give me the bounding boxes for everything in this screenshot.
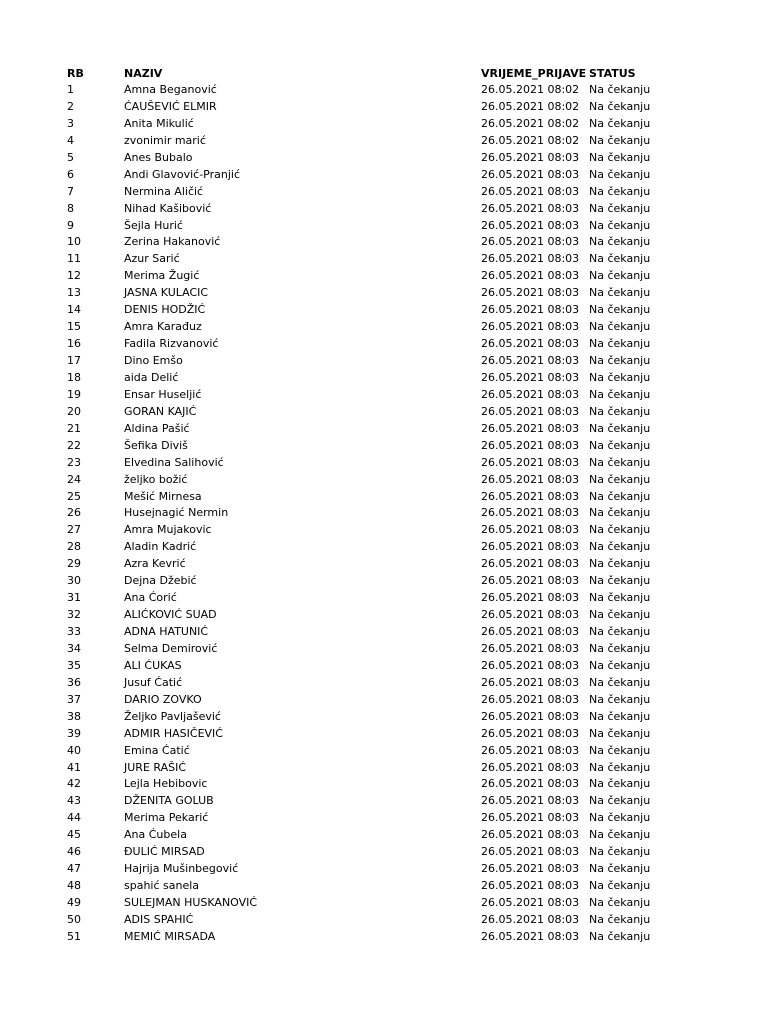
row-naziv: Emina Ćatić bbox=[124, 743, 190, 757]
row-number: 42 bbox=[67, 777, 81, 791]
row-naziv: JASNA KULACIC bbox=[124, 286, 209, 300]
row-status: Na čekanju bbox=[589, 370, 651, 384]
row-naziv: Mešić Mirnesa bbox=[124, 489, 202, 503]
table-row bbox=[0, 472, 768, 489]
row-status: Na čekanju bbox=[589, 133, 651, 147]
row-vrijeme-prijave: 26.05.2021 08:03 bbox=[481, 201, 580, 215]
row-number: 41 bbox=[67, 760, 81, 774]
row-vrijeme-prijave: 26.05.2021 08:03 bbox=[481, 726, 580, 740]
table-row bbox=[0, 912, 768, 929]
row-number: 6 bbox=[67, 167, 74, 181]
row-vrijeme-prijave: 26.05.2021 08:03 bbox=[481, 557, 580, 571]
row-naziv: Nihad Kašibović bbox=[124, 201, 212, 215]
row-vrijeme-prijave: 26.05.2021 08:03 bbox=[481, 455, 580, 469]
row-status: Na čekanju bbox=[589, 726, 651, 740]
row-status: Na čekanju bbox=[589, 218, 651, 232]
row-vrijeme-prijave: 26.05.2021 08:03 bbox=[481, 675, 580, 689]
row-vrijeme-prijave: 26.05.2021 08:03 bbox=[481, 591, 580, 605]
row-number: 9 bbox=[67, 218, 74, 232]
row-vrijeme-prijave: 26.05.2021 08:03 bbox=[481, 489, 580, 503]
table-row bbox=[0, 99, 768, 116]
table-row bbox=[0, 336, 768, 353]
row-vrijeme-prijave: 26.05.2021 08:03 bbox=[481, 896, 580, 909]
row-naziv: Ana Ćorić bbox=[124, 591, 177, 605]
row-vrijeme-prijave: 26.05.2021 08:03 bbox=[481, 387, 580, 401]
row-status: Na čekanju bbox=[589, 438, 651, 452]
row-status: Na čekanju bbox=[589, 760, 651, 774]
row-number: 26 bbox=[67, 506, 81, 520]
row-number: 34 bbox=[67, 641, 81, 655]
table-row bbox=[0, 675, 768, 692]
row-status: Na čekanju bbox=[589, 506, 651, 520]
row-status: Na čekanju bbox=[589, 404, 651, 418]
row-vrijeme-prijave: 26.05.2021 08:03 bbox=[481, 150, 580, 164]
table-row bbox=[0, 167, 768, 184]
row-status: Na čekanju bbox=[589, 337, 651, 351]
row-naziv: Šefika Diviš bbox=[124, 438, 188, 452]
row-number: 40 bbox=[67, 743, 81, 757]
row-vrijeme-prijave: 26.05.2021 08:03 bbox=[481, 692, 580, 706]
table-row bbox=[0, 218, 768, 235]
row-number: 46 bbox=[67, 845, 81, 859]
row-number: 50 bbox=[67, 912, 81, 926]
row-naziv: Fadila Rizvanović bbox=[124, 337, 219, 351]
row-naziv: Andi Glavović-Pranjić bbox=[124, 167, 241, 181]
row-status: Na čekanju bbox=[589, 608, 651, 622]
row-naziv: JURE RAŠIĆ bbox=[124, 760, 187, 774]
table-row bbox=[0, 370, 768, 387]
row-number: 15 bbox=[67, 320, 81, 334]
row-number: 28 bbox=[67, 540, 81, 554]
row-number: 51 bbox=[67, 929, 81, 943]
row-number: 4 bbox=[67, 133, 74, 147]
row-vrijeme-prijave: 26.05.2021 08:02 bbox=[481, 133, 580, 147]
row-status: Na čekanju bbox=[589, 286, 651, 300]
row-status: Na čekanju bbox=[589, 83, 651, 96]
row-number: 2 bbox=[67, 99, 74, 113]
row-number: 27 bbox=[67, 523, 81, 537]
row-status: Na čekanju bbox=[589, 184, 651, 198]
row-vrijeme-prijave: 26.05.2021 08:03 bbox=[481, 337, 580, 351]
table-row bbox=[0, 607, 768, 624]
row-vrijeme-prijave: 26.05.2021 08:02 bbox=[481, 99, 580, 113]
row-vrijeme-prijave: 26.05.2021 08:03 bbox=[481, 879, 580, 893]
row-status: Na čekanju bbox=[589, 455, 651, 469]
row-naziv: SULEJMAN HUSKANOVIĆ bbox=[124, 896, 258, 909]
row-number: 30 bbox=[67, 574, 81, 588]
row-vrijeme-prijave: 26.05.2021 08:03 bbox=[481, 540, 580, 554]
row-naziv: MEMIĆ MIRSADA bbox=[124, 929, 216, 943]
row-status: Na čekanju bbox=[589, 896, 651, 909]
row-number: 3 bbox=[67, 116, 74, 130]
row-vrijeme-prijave: 26.05.2021 08:03 bbox=[481, 235, 580, 249]
table-row bbox=[0, 201, 768, 218]
row-number: 43 bbox=[67, 794, 81, 808]
row-number: 20 bbox=[67, 404, 81, 418]
row-vrijeme-prijave: 26.05.2021 08:03 bbox=[481, 929, 580, 943]
row-vrijeme-prijave: 26.05.2021 08:03 bbox=[481, 794, 580, 808]
row-number: 22 bbox=[67, 438, 81, 452]
row-number: 13 bbox=[67, 286, 81, 300]
row-number: 14 bbox=[67, 303, 81, 317]
row-number: 8 bbox=[67, 201, 74, 215]
row-status: Na čekanju bbox=[589, 574, 651, 588]
row-number: 12 bbox=[67, 269, 81, 283]
row-naziv: Selma Demirović bbox=[124, 641, 218, 655]
row-status: Na čekanju bbox=[589, 709, 651, 723]
row-number: 17 bbox=[67, 354, 81, 367]
row-status: Na čekanju bbox=[589, 625, 651, 638]
table-row bbox=[0, 184, 768, 201]
row-number: 19 bbox=[67, 387, 81, 401]
row-vrijeme-prijave: 26.05.2021 08:03 bbox=[481, 523, 580, 537]
row-status: Na čekanju bbox=[589, 828, 651, 842]
table-row bbox=[0, 539, 768, 556]
row-status: Na čekanju bbox=[589, 421, 651, 435]
row-number: 33 bbox=[67, 625, 81, 638]
table-row bbox=[0, 573, 768, 590]
table-row bbox=[0, 285, 768, 302]
row-naziv: Zerina Hakanović bbox=[124, 235, 221, 249]
table-row bbox=[0, 116, 768, 133]
row-naziv: Amna Beganović bbox=[124, 83, 217, 96]
row-status: Na čekanju bbox=[589, 811, 651, 825]
row-vrijeme-prijave: 26.05.2021 08:03 bbox=[481, 777, 580, 791]
table-row bbox=[0, 556, 768, 573]
row-status: Na čekanju bbox=[589, 252, 651, 266]
row-number: 1 bbox=[67, 83, 74, 96]
row-status: Na čekanju bbox=[589, 354, 651, 367]
row-naziv: Nermina Aličić bbox=[124, 184, 204, 198]
row-number: 49 bbox=[67, 896, 81, 909]
row-vrijeme-prijave: 26.05.2021 08:03 bbox=[481, 574, 580, 588]
table-row bbox=[0, 590, 768, 607]
row-naziv: Šejla Hurić bbox=[124, 218, 183, 232]
table-row bbox=[0, 150, 768, 167]
row-vrijeme-prijave: 26.05.2021 08:03 bbox=[481, 184, 580, 198]
row-number: 16 bbox=[67, 337, 81, 351]
row-vrijeme-prijave: 26.05.2021 08:03 bbox=[481, 354, 580, 367]
row-number: 36 bbox=[67, 675, 81, 689]
row-number: 31 bbox=[67, 591, 81, 605]
row-naziv: ADNA HATUNIĆ bbox=[124, 625, 209, 638]
row-status: Na čekanju bbox=[589, 167, 651, 181]
table-row bbox=[0, 895, 768, 912]
row-naziv: Anes Bubalo bbox=[124, 150, 193, 164]
table-row bbox=[0, 353, 768, 370]
row-status: Na čekanju bbox=[589, 235, 651, 249]
table-row bbox=[0, 709, 768, 726]
row-vrijeme-prijave: 26.05.2021 08:02 bbox=[481, 83, 580, 96]
table-row bbox=[0, 455, 768, 472]
table-row bbox=[0, 268, 768, 285]
row-naziv: ADMIR HASIČEVIĆ bbox=[124, 726, 223, 740]
row-number: 29 bbox=[67, 557, 81, 571]
row-naziv: Anita Mikulić bbox=[124, 116, 194, 130]
table-row bbox=[0, 489, 768, 506]
row-status: Na čekanju bbox=[589, 777, 651, 791]
table-row bbox=[0, 319, 768, 336]
row-number: 47 bbox=[67, 862, 81, 876]
row-number: 11 bbox=[67, 252, 81, 266]
row-status: Na čekanju bbox=[589, 201, 651, 215]
row-status: Na čekanju bbox=[589, 692, 651, 706]
row-status: Na čekanju bbox=[589, 387, 651, 401]
row-number: 35 bbox=[67, 658, 81, 672]
row-naziv: Husejnagić Nermin bbox=[124, 506, 229, 520]
row-status: Na čekanju bbox=[589, 591, 651, 605]
row-naziv: DŽENITA GOLUB bbox=[124, 794, 214, 808]
row-status: Na čekanju bbox=[589, 150, 651, 164]
row-number: 18 bbox=[67, 370, 81, 384]
row-naziv: ALI ĆUKAS bbox=[124, 658, 182, 672]
row-status: Na čekanju bbox=[589, 116, 651, 130]
row-vrijeme-prijave: 26.05.2021 08:03 bbox=[481, 286, 580, 300]
row-naziv: Elvedina Salihović bbox=[124, 455, 224, 469]
row-vrijeme-prijave: 26.05.2021 08:03 bbox=[481, 608, 580, 622]
row-naziv: ĆAUŠEVIĆ ELMIR bbox=[124, 99, 217, 113]
row-vrijeme-prijave: 26.05.2021 08:03 bbox=[481, 912, 580, 926]
table-row bbox=[0, 861, 768, 878]
row-vrijeme-prijave: 26.05.2021 08:03 bbox=[481, 828, 580, 842]
table-row bbox=[0, 302, 768, 319]
row-vrijeme-prijave: 26.05.2021 08:03 bbox=[481, 845, 580, 859]
row-naziv: Jusuf Ćatić bbox=[124, 675, 183, 689]
table-row bbox=[0, 827, 768, 844]
row-number: 23 bbox=[67, 455, 81, 469]
table-row bbox=[0, 793, 768, 810]
row-naziv: Dejna Džebić bbox=[124, 574, 197, 588]
row-status: Na čekanju bbox=[589, 912, 651, 926]
row-naziv: Merima Žugić bbox=[124, 269, 200, 283]
row-number: 32 bbox=[67, 608, 81, 622]
row-vrijeme-prijave: 26.05.2021 08:03 bbox=[481, 320, 580, 334]
row-status: Na čekanju bbox=[589, 743, 651, 757]
row-number: 7 bbox=[67, 184, 74, 198]
table-row bbox=[0, 438, 768, 455]
row-number: 38 bbox=[67, 709, 81, 723]
row-status: Na čekanju bbox=[589, 557, 651, 571]
row-naziv: Amra Mujakovic bbox=[124, 523, 212, 537]
table-row bbox=[0, 133, 768, 150]
table-row bbox=[0, 251, 768, 268]
row-vrijeme-prijave: 26.05.2021 08:03 bbox=[481, 658, 580, 672]
table-row bbox=[0, 421, 768, 438]
row-vrijeme-prijave: 26.05.2021 08:03 bbox=[481, 252, 580, 266]
row-status: Na čekanju bbox=[589, 879, 651, 893]
row-vrijeme-prijave: 26.05.2021 08:03 bbox=[481, 709, 580, 723]
registration-table bbox=[0, 65, 768, 946]
row-naziv: željko božić bbox=[124, 472, 188, 486]
row-naziv: Lejla Hebibovic bbox=[124, 777, 208, 791]
header-naziv: NAZIV bbox=[124, 67, 163, 80]
header-rb: RB bbox=[67, 67, 84, 80]
row-vrijeme-prijave: 26.05.2021 08:03 bbox=[481, 625, 580, 638]
row-number: 39 bbox=[67, 726, 81, 740]
row-naziv: zvonimir marić bbox=[124, 133, 206, 147]
row-vrijeme-prijave: 26.05.2021 08:02 bbox=[481, 116, 580, 130]
row-naziv: ADIS SPAHIĆ bbox=[124, 912, 194, 926]
row-status: Na čekanju bbox=[589, 675, 651, 689]
row-naziv: Aladin Kadrić bbox=[124, 540, 197, 554]
row-vrijeme-prijave: 26.05.2021 08:03 bbox=[481, 421, 580, 435]
row-number: 44 bbox=[67, 811, 81, 825]
row-number: 37 bbox=[67, 692, 81, 706]
table-row bbox=[0, 404, 768, 421]
table-row bbox=[0, 760, 768, 777]
row-naziv: Amra Karađuz bbox=[124, 320, 202, 334]
header-vrijeme-prijave: VRIJEME_PRIJAVE bbox=[481, 67, 587, 80]
row-status: Na čekanju bbox=[589, 523, 651, 537]
table-row bbox=[0, 234, 768, 251]
table-row bbox=[0, 810, 768, 827]
row-naziv: DENIS HODŽIĆ bbox=[124, 303, 206, 317]
row-number: 45 bbox=[67, 828, 81, 842]
row-status: Na čekanju bbox=[589, 641, 651, 655]
row-naziv: Azra Kevrić bbox=[124, 557, 186, 571]
table-row bbox=[0, 658, 768, 675]
row-naziv: spahić sanela bbox=[124, 879, 200, 893]
table-row bbox=[0, 743, 768, 760]
row-status: Na čekanju bbox=[589, 269, 651, 283]
row-naziv: Aldina Pašić bbox=[124, 421, 190, 435]
row-status: Na čekanju bbox=[589, 929, 651, 943]
row-naziv: GORAN KAJIĆ bbox=[124, 404, 197, 418]
row-status: Na čekanju bbox=[589, 540, 651, 554]
table-row bbox=[0, 878, 768, 895]
row-status: Na čekanju bbox=[589, 794, 651, 808]
row-naziv: Željko Pavljašević bbox=[124, 709, 221, 723]
header-status: STATUS bbox=[589, 67, 636, 80]
table-row bbox=[0, 82, 768, 99]
row-vrijeme-prijave: 26.05.2021 08:03 bbox=[481, 811, 580, 825]
row-vrijeme-prijave: 26.05.2021 08:03 bbox=[481, 641, 580, 655]
row-naziv: Azur Sarić bbox=[124, 252, 180, 266]
row-naziv: aida Delić bbox=[124, 370, 179, 384]
row-vrijeme-prijave: 26.05.2021 08:03 bbox=[481, 472, 580, 486]
row-vrijeme-prijave: 26.05.2021 08:03 bbox=[481, 506, 580, 520]
table-row bbox=[0, 505, 768, 522]
row-naziv: DARIO ZOVKO bbox=[124, 692, 202, 706]
table-row bbox=[0, 776, 768, 793]
row-vrijeme-prijave: 26.05.2021 08:03 bbox=[481, 404, 580, 418]
row-status: Na čekanju bbox=[589, 303, 651, 317]
row-vrijeme-prijave: 26.05.2021 08:03 bbox=[481, 760, 580, 774]
row-status: Na čekanju bbox=[589, 320, 651, 334]
row-status: Na čekanju bbox=[589, 99, 651, 113]
row-status: Na čekanju bbox=[589, 658, 651, 672]
row-status: Na čekanju bbox=[589, 489, 651, 503]
row-number: 10 bbox=[67, 235, 81, 249]
row-naziv: Ana Ćubela bbox=[124, 828, 187, 842]
table-body bbox=[0, 82, 768, 946]
row-naziv: ĐULIĆ MIRSAD bbox=[124, 845, 205, 859]
row-vrijeme-prijave: 26.05.2021 08:03 bbox=[481, 743, 580, 757]
row-vrijeme-prijave: 26.05.2021 08:03 bbox=[481, 303, 580, 317]
table-row bbox=[0, 624, 768, 641]
table-row bbox=[0, 387, 768, 404]
table-row bbox=[0, 844, 768, 861]
row-naziv: Hajrija Mušinbegović bbox=[124, 862, 239, 876]
row-number: 21 bbox=[67, 421, 81, 435]
table-row bbox=[0, 692, 768, 709]
row-naziv: ALIĆKOVIĆ SUAD bbox=[124, 608, 217, 622]
row-status: Na čekanju bbox=[589, 845, 651, 859]
row-naziv: Dino Emšo bbox=[124, 354, 183, 367]
table-row bbox=[0, 726, 768, 743]
row-vrijeme-prijave: 26.05.2021 08:03 bbox=[481, 438, 580, 452]
row-vrijeme-prijave: 26.05.2021 08:03 bbox=[481, 370, 580, 384]
row-status: Na čekanju bbox=[589, 862, 651, 876]
row-number: 25 bbox=[67, 489, 81, 503]
row-naziv: Merima Pekarić bbox=[124, 811, 209, 825]
table-header bbox=[0, 65, 768, 82]
table-row bbox=[0, 641, 768, 658]
row-naziv: Ensar Huseljić bbox=[124, 387, 202, 401]
row-status: Na čekanju bbox=[589, 472, 651, 486]
row-vrijeme-prijave: 26.05.2021 08:03 bbox=[481, 269, 580, 283]
row-vrijeme-prijave: 26.05.2021 08:03 bbox=[481, 167, 580, 181]
row-vrijeme-prijave: 26.05.2021 08:03 bbox=[481, 218, 580, 232]
row-number: 24 bbox=[67, 472, 81, 486]
table-row bbox=[0, 522, 768, 539]
row-number: 48 bbox=[67, 879, 81, 893]
table-row bbox=[0, 929, 768, 946]
row-vrijeme-prijave: 26.05.2021 08:03 bbox=[481, 862, 580, 876]
row-number: 5 bbox=[67, 150, 74, 164]
